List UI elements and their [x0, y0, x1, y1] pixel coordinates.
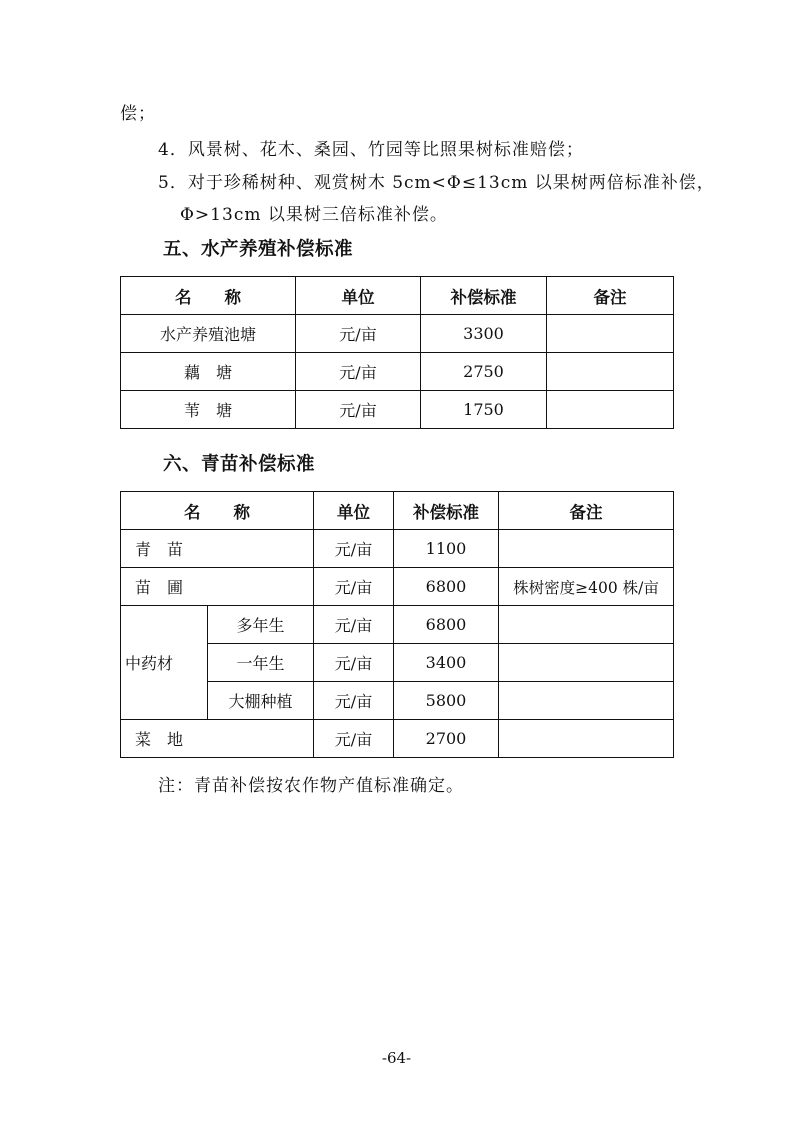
cell-note: 株树密度≥400 株/亩 [499, 568, 674, 606]
paragraph-item-4: 4．风景树、花木、桑园、竹园等比照果树标准赔偿； [158, 140, 584, 160]
aquaculture-table [120, 276, 674, 429]
cell-unit: 元/亩 [314, 568, 394, 606]
table-row [121, 353, 674, 391]
cell-note [547, 353, 674, 391]
cell-note [499, 720, 674, 758]
cell-unit: 元/亩 [314, 682, 394, 720]
cell-subname: 多年生 [208, 606, 314, 644]
cell-note [499, 682, 674, 720]
header-note: 备注 [499, 492, 674, 530]
cell-name: 苇 塘 [121, 391, 296, 429]
cell-unit: 元/亩 [296, 315, 421, 353]
table-header-row [121, 277, 674, 315]
cell-value: 2750 [421, 353, 547, 391]
cell-value: 1750 [421, 391, 547, 429]
table-row [121, 391, 674, 429]
table-row [121, 568, 674, 606]
table-row [121, 606, 674, 644]
cell-note [499, 644, 674, 682]
cell-note [499, 606, 674, 644]
cell-unit: 元/亩 [314, 606, 394, 644]
header-unit: 单位 [314, 492, 394, 530]
cell-name: 菜 地 [121, 720, 314, 758]
cell-value: 6800 [394, 568, 499, 606]
cell-group-name: 中药材 [121, 606, 208, 720]
cell-unit: 元/亩 [314, 644, 394, 682]
header-unit: 单位 [296, 277, 421, 315]
table-header-row [121, 492, 674, 530]
header-standard: 补偿标准 [421, 277, 547, 315]
header-name: 名 称 [121, 492, 314, 530]
table-row [121, 530, 674, 568]
cell-note [499, 530, 674, 568]
cell-unit: 元/亩 [314, 530, 394, 568]
cell-note [547, 315, 674, 353]
cell-name: 青 苗 [121, 530, 314, 568]
paragraph-item-5-cont: Φ>13cm 以果树三倍标准补偿。 [180, 205, 448, 225]
cell-unit: 元/亩 [296, 353, 421, 391]
section-5-title: 五、水产养殖补偿标准 [163, 239, 354, 260]
cell-name: 水产养殖池塘 [121, 315, 296, 353]
paragraph-item-5: 5．对于珍稀树种、观赏树木 5cm<Φ≤13cm 以果树两倍标准补偿， [158, 173, 715, 193]
cell-value: 3400 [394, 644, 499, 682]
table-row [121, 315, 674, 353]
cell-unit: 元/亩 [314, 720, 394, 758]
table-row [121, 720, 674, 758]
crop-compensation-table [120, 491, 674, 758]
cell-note [547, 391, 674, 429]
cell-subname: 大棚种植 [208, 682, 314, 720]
cell-unit: 元/亩 [296, 391, 421, 429]
cell-value: 2700 [394, 720, 499, 758]
page-number: -64- [381, 1049, 412, 1067]
cell-subname: 一年生 [208, 644, 314, 682]
cell-name: 苗 圃 [121, 568, 314, 606]
cell-value: 6800 [394, 606, 499, 644]
section-6-title: 六、青苗补偿标准 [163, 454, 316, 475]
cell-name: 藕 塘 [121, 353, 296, 391]
header-name: 名 称 [121, 277, 296, 315]
cell-value: 1100 [394, 530, 499, 568]
cell-value: 3300 [421, 315, 547, 353]
header-standard: 补偿标准 [394, 492, 499, 530]
table-footnote: 注：青苗补偿按农作物产值标准确定。 [158, 776, 464, 796]
paragraph-line-1: 偿； [120, 104, 156, 124]
cell-value: 5800 [394, 682, 499, 720]
header-note: 备注 [547, 277, 674, 315]
